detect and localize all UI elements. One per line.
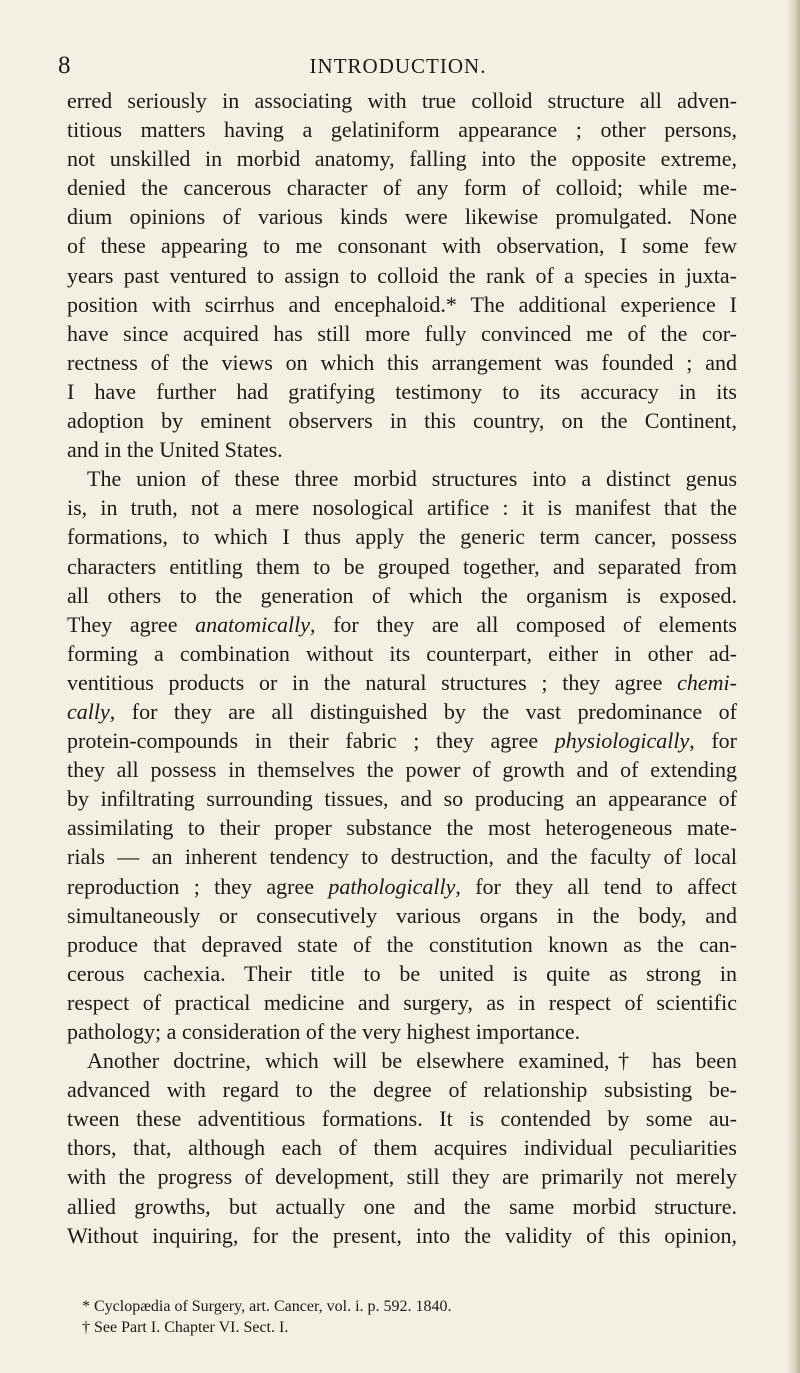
- text-line: ventitious products or in the natural structures ; they agree chemi-: [67, 669, 737, 695]
- footnote: * Cyclopædia of Surgery, art. Cancer, vol. i. p. 592. 1840.: [82, 1298, 452, 1315]
- text-line: with the progress of development, still they are primarily not merely: [67, 1164, 737, 1190]
- page-edge-shadow: [788, 0, 800, 1373]
- text-line: simultaneously or consecutively various organs in the body, and: [67, 902, 737, 928]
- body-text: [67, 86, 737, 1250]
- running-head: INTRODUCTION.: [309, 54, 487, 78]
- paragraph-2: [67, 464, 737, 1046]
- text-line: formations, to which I thus apply the generic term cancer, possess: [67, 524, 737, 550]
- page-number: 8: [58, 52, 71, 79]
- text-line: all others to the generation of which the organism is exposed.: [67, 582, 737, 608]
- text-line: thors, that, although each of them acquires individual peculiarities: [67, 1135, 737, 1161]
- text-line: years past ventured to assign to colloid the rank of a species in juxta-: [67, 262, 737, 288]
- text-line: They agree anatomically, for they are all composed of elements: [67, 611, 737, 637]
- text-line: of these appearing to me consonant with observation, I some few: [67, 233, 737, 259]
- text-line: I have further had gratifying testimony to its accuracy in its: [67, 378, 737, 404]
- text-line: dium opinions of various kinds were likewise promulgated. None: [67, 204, 737, 230]
- text-line: Without inquiring, for the present, into the validity of this opinion,: [67, 1222, 737, 1248]
- text-line: cally, for they are all distinguished by the vast predominance of: [67, 698, 737, 724]
- text-line: reproduction ; they agree pathologically, for they all tend to affect: [67, 873, 738, 899]
- text-line: The union of these three morbid structures into a distinct genus: [87, 466, 737, 492]
- text-line: respect of practical medicine and surgery, as in respect of scientific: [67, 989, 737, 1015]
- text-line: erred seriously in associating with true colloid structure all adven-: [67, 88, 737, 113]
- text-line: rectness of the views on which this arrangement was founded ; and: [67, 349, 737, 375]
- text-line: forming a combination without its counterpart, either in other ad-: [67, 640, 737, 666]
- text-line: assimilating to their proper substance the most heterogeneous mate-: [67, 815, 737, 841]
- text-line: pathology; a consideration of the very highest importance.: [67, 1019, 581, 1044]
- text-line: rials — an inherent tendency to destruction, and the faculty of local: [67, 844, 737, 870]
- text-line: titious matters having a gelatiniform appearance ; other persons,: [67, 117, 737, 143]
- paragraph-3: [67, 1046, 737, 1250]
- text-line: position with scirrhus and encephaloid.* The additional experience I: [67, 291, 737, 317]
- page-header: [58, 52, 738, 82]
- text-line: Another doctrine, which will be elsewhere examined,† has been: [87, 1048, 737, 1074]
- text-line: adoption by eminent observers in this country, on the Continent,: [67, 408, 737, 434]
- text-line: and in the United States.: [67, 437, 283, 463]
- text-line: denied the cancerous character of any form of colloid; while me-: [67, 175, 737, 201]
- text-line: advanced with regard to the degree of relationship subsisting be-: [67, 1077, 737, 1103]
- text-line: protein-compounds in their fabric ; they agree physiologically, for: [67, 728, 737, 754]
- footnote: † See Part I. Chapter VI. Sect. I.: [82, 1319, 289, 1336]
- text-line: is, in truth, not a mere nosological artifice : it is manifest that the: [67, 495, 737, 521]
- text-line: not unskilled in morbid anatomy, falling into the opposite extreme,: [67, 146, 737, 172]
- text-line: produce that depraved state of the constitution known as the can-: [67, 931, 737, 957]
- text-line: tween these adventitious formations. It is contended by some au-: [67, 1106, 737, 1132]
- footnotes: [82, 1296, 722, 1338]
- text-line: characters entitling them to be grouped together, and separated from: [67, 553, 737, 579]
- text-line: cerous cachexia. Their title to be united is quite as strong in: [67, 960, 737, 986]
- text-line: by infiltrating surrounding tissues, and so producing an appearance of: [67, 786, 737, 812]
- paragraph-1: [67, 86, 737, 464]
- text-line: they all possess in themselves the power of growth and of extending: [67, 757, 737, 783]
- text-line: have since acquired has still more fully convinced me of the cor-: [67, 320, 737, 346]
- text-line: allied growths, but actually one and the same morbid structure.: [67, 1193, 737, 1219]
